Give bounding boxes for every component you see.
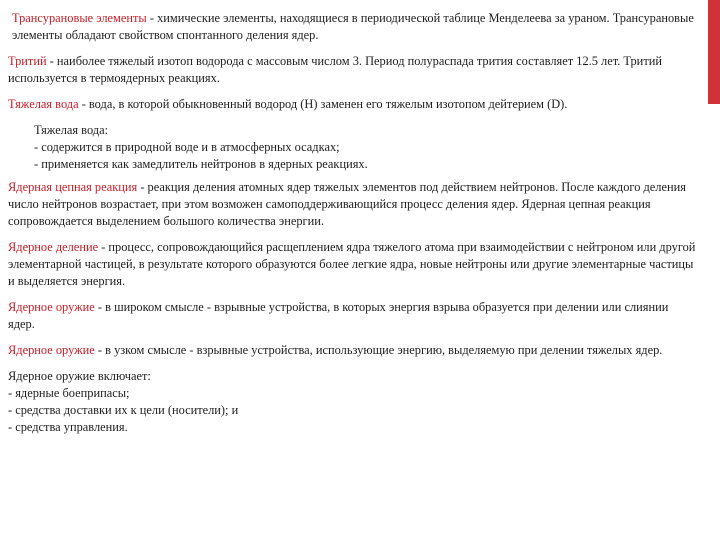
term-weapon-broad: Ядерное оружие [8,300,95,314]
term-transuranium: Трансурановые элементы [12,11,147,25]
definition-text: - реакция деления атомных ядер тяжелых элементов под действием нейтронов. После каждого деления число нейтронов возрастает, при этом возможен самоподдерживающийся процесс деления ядер. Ядерная цепная реакция сопровождается выделением большого количества энергии. [8,180,686,228]
definition-heavy-water [8,96,696,113]
definition-text: - в узком смысле - взрывные устройства, использующие энергию, выделяемую при делении тяжелых ядер. [94,343,663,357]
term-chain-reaction: Ядерная цепная реакция [8,180,138,194]
list-heading: Ядерное оружие включает: [8,369,151,383]
definition-text: - в широком смысле - взрывные устройства, в которых энергия взрыва образуется при делении или слиянии ядер. [8,300,669,331]
list-item: - средства управления. [8,420,128,434]
list-heading: Тяжелая вода: [34,123,109,137]
term-weapon-narrow: Ядерное оружие [8,343,95,357]
definition-weapon-narrow [8,342,696,359]
slide-content [8,10,696,445]
term-fission: Ядерное деление [8,240,99,254]
definition-tritium [8,53,696,87]
list-item: - средства доставки их к цели (носители); и [8,403,239,417]
term-tritium: Тритий [8,54,47,68]
definition-text: - процесс, сопровождающийся расщеплением ядра тяжелого атома при взаимодействии с нейтроном или другой элементарной частицей, в результате которого образуются более легкие ядра, новые нейтроны или другие элементарные частицы и выделяется энергия. [8,240,696,288]
definition-fission [8,239,696,290]
term-heavy-water: Тяжелая вода [8,97,79,111]
list-item: - применяется как замедлитель нейтронов в ядерных реакциях. [34,157,368,171]
definition-text: - наиболее тяжелый изотоп водорода с массовым числом 3. Период полураспада трития составляет 12.5 лет. Тритий используется в термоядерных реакциях. [8,54,662,85]
list-item: - содержится в природной воде и в атмосферных осадках; [34,140,340,154]
definition-text: - вода, в которой обыкновенный водород (H) заменен его тяжелым изотопом дейтерием (D). [78,97,568,111]
definition-chain-reaction [8,179,696,230]
definition-weapon-broad [8,299,696,333]
weapon-list [8,368,696,436]
list-item: - ядерные боеприпасы; [8,386,130,400]
accent-bar [708,0,720,104]
definition-text: - химические элементы, находящиеся в периодической таблице Менделеева за ураном. Трансурановые элементы обладают свойством спонтанного деления ядер. [12,11,694,42]
definition-transuranium [8,10,696,44]
heavy-water-list [8,122,696,173]
